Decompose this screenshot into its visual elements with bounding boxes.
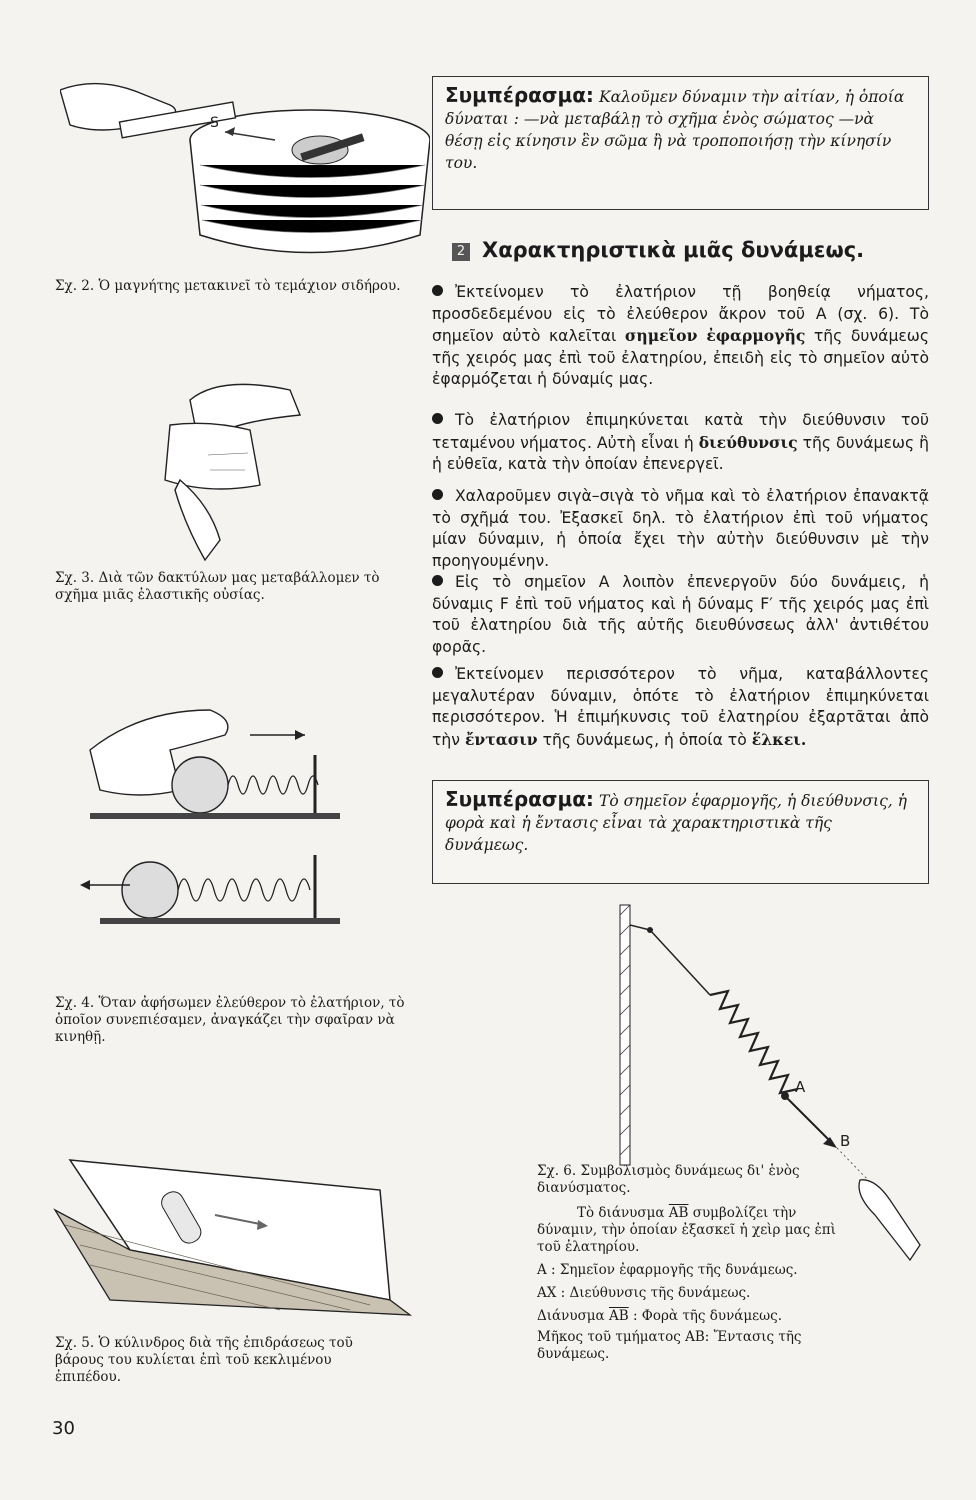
paragraph-2: Τὸ ἐλατήριον ἐπιμηκύνεται κατὰ τὴν διεύθυνσιν τοῦ τεταμένου νήματος. Αὐτὴ εἶναι ἡ διεύθυνσις τῆς δυνάμεως ἢ ἡ εὐθεῖα, κατὰ τὴν ὁποίαν ἐπενεργεῖ. (432, 411, 929, 473)
figure-2-magnet (60, 70, 430, 270)
bullet-icon (432, 285, 443, 296)
conclusion-box-2 (432, 780, 929, 884)
term-direction: διεύθυνσις (698, 432, 798, 452)
term-application-point: σημεῖον ἐφαρμογῆς (624, 326, 806, 345)
conclusion-1-title: Συμπέρασμα: (445, 83, 594, 107)
paragraph-1: Ἐκτείνομεν τὸ ἐλατήριον τῇ βοηθείᾳ νήματος, προσδεδεμένου εἰς τὸ ἐλεύθερον ἄκρον τοῦ Α (σχ. 6). Τὸ σημεῖον αὐτὸ καλεῖται σημεῖον ἐφαρμογῆς τῆς δυνάμεως τῆς χειρός μας ἐπὶ τοῦ ἐλατηρίου, ἐπειδὴ εἰς τὸ σημεῖον αὐτὸ ἐφαρμόζεται ἡ δύναμίς μας. (432, 283, 929, 388)
bullet-icon (432, 667, 443, 678)
conclusion-2-title: Συμπέρασμα: (445, 787, 594, 811)
caption-fig6: Σχ. 6. Συμβολισμὸς δυνάμεως δι' ἑνὸς διανύσματος. (537, 1163, 800, 1196)
figure-4-spring-ball (60, 690, 430, 990)
caption-fig2: Σχ. 2. Ὁ μαγνήτης μετακινεῖ τὸ τεμάχιον σιδήρου. (55, 278, 401, 294)
label-b: Β (840, 1132, 851, 1150)
legend-line-1: Τὸ διάνυσμα $\overline{AB}$ συμβολίζει τὴν δύναμιν, τὴν ὁποίαν ἐξασκεῖ ἡ χεὶρ μας ἐπὶ τοῦ ἐλατηρίου. (537, 1205, 836, 1255)
page-number: 30 (52, 1418, 75, 1439)
bullet-icon (432, 489, 443, 500)
legend-line-4: Διάνυσμα $\overline{AB}$ : Φορὰ τῆς δυνάμεως. (537, 1308, 783, 1324)
section-number: 2 (452, 243, 470, 261)
vector-ab: $\overline{AB}$ (668, 1205, 689, 1221)
svg-text:S: S (210, 115, 219, 131)
caption-fig4: Σχ. 4. Ὅταν ἀφήσωμεν ἐλεύθερον τὸ ἐλατήριον, τὸ ὁποῖον συνεπιέσαμεν, ἀναγκάζει τὴν σφαῖραν νὰ κινηθῇ. (55, 995, 405, 1045)
conclusion-box-1 (432, 76, 929, 210)
caption-fig3: Σχ. 3. Διὰ τῶν δακτύλων μας μεταβάλλομεν τὸ σχῆμα μιᾶς ἐλαστικῆς οὐσίας. (55, 570, 380, 603)
section-title: Χαρακτηριστικὰ μιᾶς δυνάμεως. (482, 238, 865, 262)
conclusion-1-text: Καλοῦμεν δύναμιν τὴν αἰτίαν, ἡ ὁποία δύναται : —νὰ μεταβάλῃ τὸ σχῆμα ἑνὸς σώματος —νὰ θέσῃ εἰς κίνησιν ἓν σῶμα ἢ νὰ τροποποιήσῃ τὴν κίνησίν του. (445, 88, 905, 172)
bullet-icon (432, 575, 443, 586)
caption-fig5: Σχ. 5. Ὁ κύλινδρος διὰ τῆς ἐπιδράσεως τοῦ βάρους του κυλίεται ἐπὶ τοῦ κεκλιμένου ἐπιπέδου. (55, 1335, 353, 1385)
term-pulls: ἕλκει. (751, 729, 807, 749)
vector-ab: $\overline{AB}$ (608, 1308, 629, 1324)
conclusion-2-text: Τὸ σημεῖον ἐφαρμογῆς, ἡ διεύθυνσις, ἡ φορὰ καὶ ἡ ἔντασις εἶναι τὰ χαρακτηριστικὰ τῆς δυνάμεως. (445, 792, 907, 854)
paragraph-3: Χαλαροῦμεν σιγὰ–σιγὰ τὸ νῆμα καὶ τὸ ἐλατήριον ἐπανακτᾷ τὸ σχῆμά του. Ἐξασκεῖ δηλ. τὸ ἐλατήριον ἐπὶ τοῦ νήματος μίαν δύναμιν, ἡ ὁποία ἔχει τὴν αὐτὴν διεύθυνσιν μὲ τὴν προηγουμένην. (432, 487, 929, 570)
paragraph-5: Ἐκτείνομεν περισσότερον τὸ νῆμα, καταβάλλοντες μεγαλυτέραν δύναμιν, ὁπότε τὸ ἐλατήριον ἐπιμηκύνεται περισσότερον. Ἡ ἐπιμήκυνσις τοῦ ἐλατηρίου ἐξαρτᾶται ἀπὸ τὴν ἔντασιν τῆς δυνάμεως, ἡ ὁποία τὸ ἕλκει. (432, 665, 929, 749)
figure-5-inclined-plane (50, 1150, 420, 1320)
term-intensity: ἔντασιν (464, 729, 538, 749)
bullet-icon (432, 413, 443, 424)
figure-3-fingers (150, 375, 310, 565)
section-2-heading (452, 238, 864, 262)
fig6-legend (537, 1205, 842, 1363)
paragraph-4: Εἰς τὸ σημεῖον Α λοιπὸν ἐπενεργοῦν δύο δυνάμεις, ἡ δύναμις F ἐπὶ τοῦ νήματος καὶ ἡ δύναμς F′ τῆς χειρός μας ἐπὶ τοῦ ἐλατηρίου διὰ τῆς αὐτῆς διευθύνσεως ἀλλ' ἀντιθέτου φορᾶς. (432, 573, 929, 656)
legend-line-2: Α : Σημεῖον ἐφαρμογῆς τῆς δυνάμεως. (537, 1262, 798, 1278)
legend-line-3: ΑΧ : Διεύθυνσις τῆς δυνάμεως. (537, 1285, 751, 1301)
legend-line-5: Μῆκος τοῦ τμήματος ΑΒ: Ἔντασις τῆς δυνάμεως. (537, 1329, 802, 1362)
label-a: Α (795, 1078, 806, 1096)
